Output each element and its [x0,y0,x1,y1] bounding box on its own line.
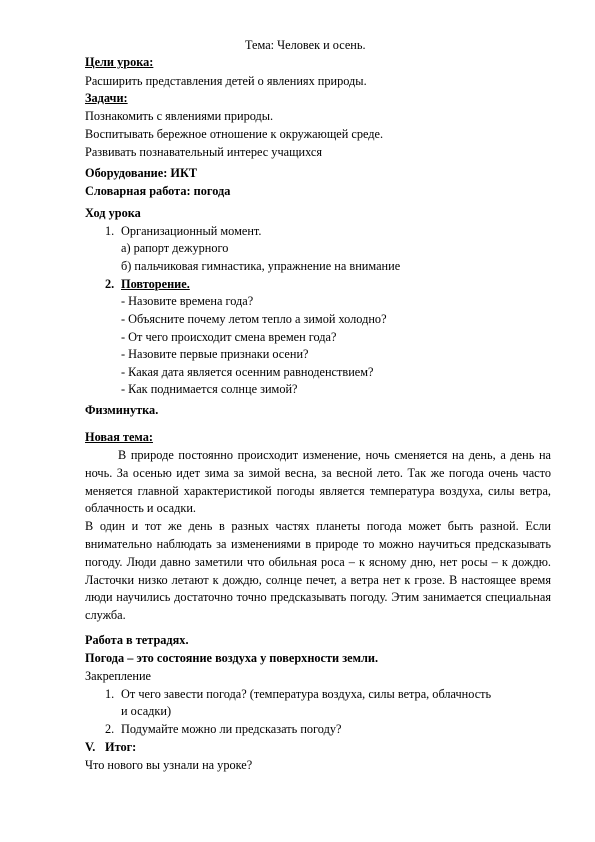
equipment-line: Оборудование: ИКТ [85,166,198,180]
summary-number: V. [85,740,96,754]
new-topic-heading: Новая тема: [85,430,153,444]
review-question: - Объясните почему летом тепло а зимой холодно? [121,312,387,326]
review-question: - Как поднимается солнце зимой? [121,382,298,396]
summary-label: Итог: [105,740,137,754]
step-subitem: б) пальчиковая гимнастика, упражнение на внимание [121,259,401,273]
final-question: Что нового вы узнали на уроке? [85,758,253,772]
physical-break: Физминутка. [85,403,159,417]
review-question: - Какая дата является осенним равноденствием? [121,365,374,379]
new-topic-text [85,447,551,625]
task-item: Воспитывать бережное отношение к окружающей среде. [85,127,384,141]
review-question: - Назовите первые признаки осени? [121,347,309,361]
consolidation-item: Подумайте можно ли предсказать погоду? [121,722,342,736]
tasks-heading: Задачи: [85,91,128,105]
weather-definition: Погода – это состояние воздуха у поверхности земли. [85,651,379,665]
lesson-progress-heading: Ход урока [85,206,141,220]
goals-heading: Цели урока: [85,55,154,69]
paragraph: В природе постоянно происходит изменение, ночь сменяется на день, а день на ночь. За осенью идет зима за зимой весна, за весной лето. Так же погода очень часто меняется главной характеристикой погоды является температура воздуха, силы ветра, облачность и осадки. [85,448,551,516]
review-question: - Назовите времена года? [121,294,254,308]
step-number: 2. [105,277,115,291]
consolidation-heading: Закрепление [85,669,151,683]
notebook-work: Работа в тетрадях. [85,633,189,647]
step-label: Повторение. [121,277,190,291]
lesson-title: Тема: Человек и осень. [245,38,366,52]
task-item: Познакомить с явлениями природы. [85,109,274,123]
consolidation-item: От чего завести погода? (температура воздуха, силы ветра, облачность [121,687,492,701]
goal-text: Расширить представления детей о явлениях природы. [85,74,367,88]
step-number: 1. [105,224,115,238]
step-subitem: а) рапорт дежурного [121,241,229,255]
list-number: 2. [105,722,115,736]
paragraph: В один и тот же день в разных частях планеты погода может быть разной. Если внимательно наблюдать за изменениями в природе то можно научиться предсказывать погоду. Люди давно заметили что обильная роса – к ясному дню, нет росы – к дождю. Ласточки низко летают к дождю, солнце печет, а ветра нет к грозе. В настоящее время люди научились достаточно точно предсказывать погоду. Этим занимается специальная служба. [85,519,551,623]
consolidation-item-continued: и осадки) [121,704,172,718]
step-label: Организационный момент. [121,224,262,238]
list-number: 1. [105,687,115,701]
review-question: - От чего происходит смена времен года? [121,330,337,344]
task-item: Развивать познавательный интерес учащихся [85,145,323,159]
vocabulary-line: Словарная работа: погода [85,184,231,198]
